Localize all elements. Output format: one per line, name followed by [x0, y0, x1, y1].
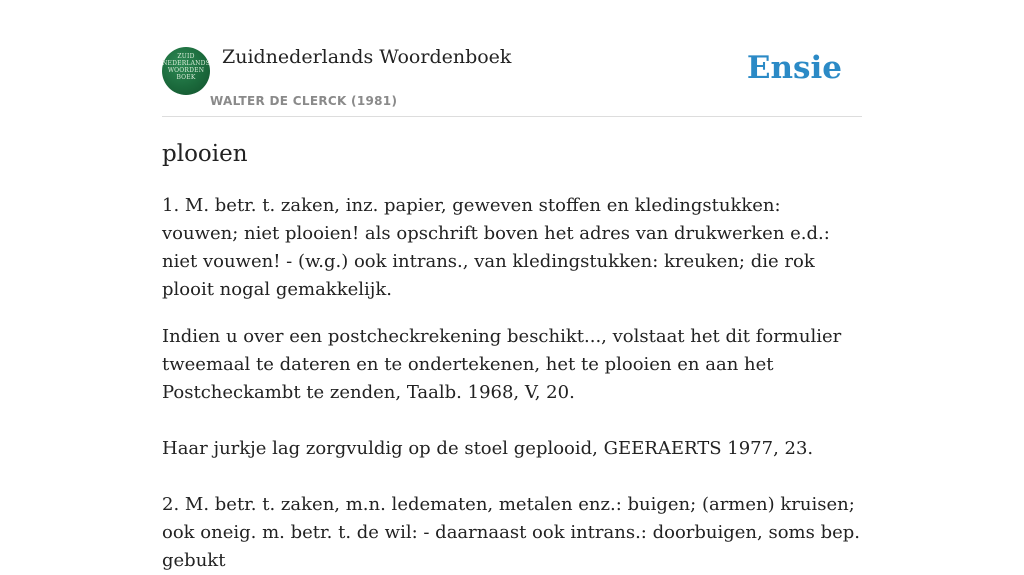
- logo-line: ZUID: [177, 53, 195, 60]
- logo-line: WOORDEN: [167, 67, 205, 74]
- dictionary-author: WALTER DE CLERCK (1981): [210, 94, 398, 108]
- entry-headword: plooien: [162, 141, 248, 167]
- dictionary-title[interactable]: Zuidnederlands Woordenboek: [222, 46, 512, 68]
- citation-paragraph: Haar jurkje lag zorgvuldig op de stoel geplooid, GEERAERTS 1977, 23.: [162, 438, 814, 459]
- logo-line: BOEK: [176, 74, 196, 81]
- entry-content: [162, 138, 862, 575]
- definition-paragraph: 2. M. betr. t. zaken, m.n. ledematen, metalen enz.: buigen; (armen) kruisen; ook oneig. m. betr. t. de wil: - daarnaast ook intrans.: doorbuigen, soms bep. gebukt: [162, 494, 860, 571]
- logo-line: NEDERLANDS: [162, 60, 210, 67]
- definition-paragraph: 1. M. betr. t. zaken, inz. papier, geweven stoffen en kledingstukken: vouwen; niet plooien! als opschrift boven het adres van drukwerken e.d.: niet vouwen! - (w.g.) ook intrans., van kledingstukken: kreuken; die rok plooit nogal gemakkelijk.: [162, 195, 830, 300]
- dictionary-header: [162, 44, 862, 117]
- logo-lettering: [162, 53, 210, 81]
- citation-paragraph: Indien u over een postcheckrekening beschikt..., volstaat het dit formulier tweemaal te dateren en te ondertekenen, het te plooien en aan het Postcheckambt te zenden, Taalb. 1968, V, 20.: [162, 326, 842, 403]
- dictionary-logo[interactable]: [162, 47, 210, 95]
- ensie-brand-link[interactable]: Ensie: [746, 50, 842, 86]
